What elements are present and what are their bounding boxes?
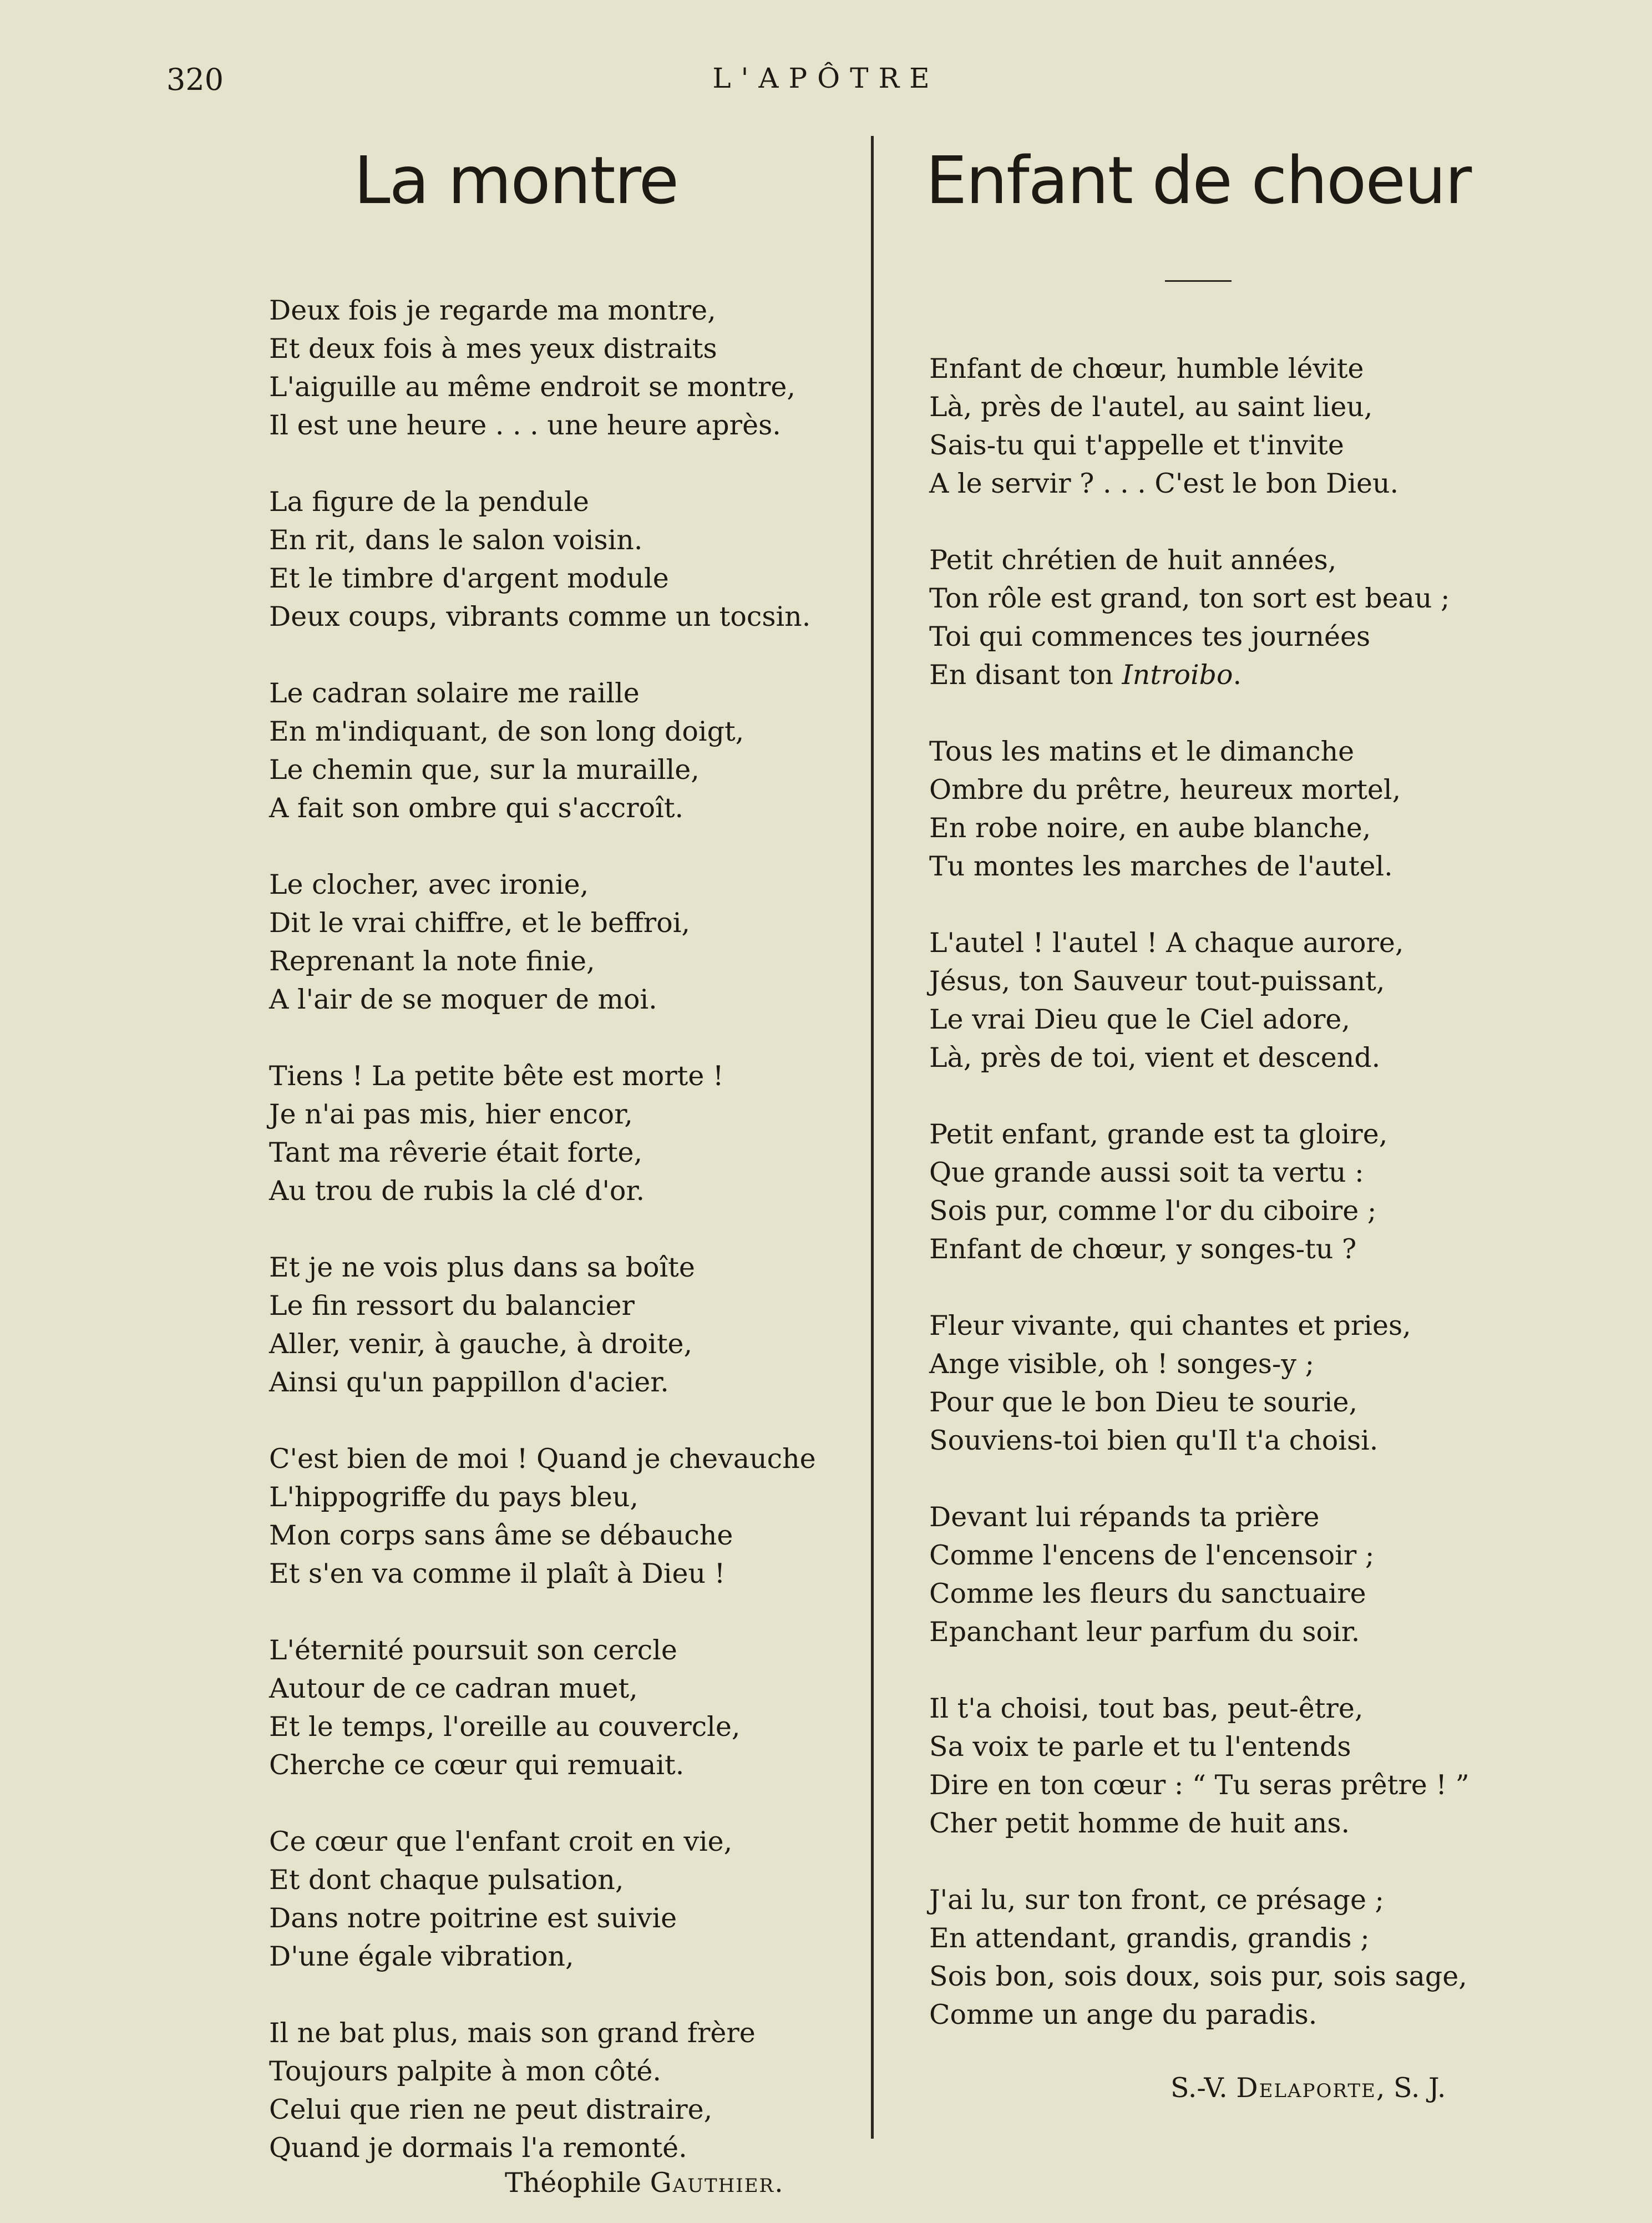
verse-line: Mon corps sans âme se débauche: [269, 1520, 733, 1551]
verse-line: Au trou de rubis la clé d'or.: [269, 1175, 645, 1207]
verse-line: En rit, dans le salon voisin.: [269, 524, 643, 556]
verse-line: L'éternité poursuit son cercle: [269, 1634, 677, 1666]
stanza: [269, 865, 865, 1019]
verse-line: Il t'a choisi, tout bas, peut-être,: [929, 1693, 1364, 1724]
verse-line: Le chemin que, sur la muraille,: [269, 754, 700, 786]
verse-line: Et le timbre d'argent module: [269, 563, 669, 594]
verse-line: Toujours palpite à mon côté.: [269, 2055, 661, 2087]
verse-line: Je n'ai pas mis, hier encor,: [269, 1098, 633, 1130]
signature-last-name: Delaporte: [1236, 2072, 1376, 2104]
poem-title-right: Enfant de choeur: [925, 142, 1471, 219]
signature-suffix: , S. J.: [1376, 2072, 1446, 2104]
verse-line: A fait son ombre qui s'accroît.: [269, 792, 684, 824]
stanza: [929, 1498, 1503, 1651]
verse-line: Là, près de l'autel, au saint lieu,: [929, 391, 1373, 423]
verse-line: Dit le vrai chiffre, et le beffroi,: [269, 907, 690, 939]
stanza: [269, 1440, 865, 1593]
verse-line: Dans notre poitrine est suivie: [269, 1902, 677, 1934]
verse-line: La figure de la pendule: [269, 486, 589, 518]
verse-line: A l'air de se moquer de moi.: [269, 984, 657, 1015]
stanza: [269, 1822, 865, 1976]
verse-line: Cherche ce cœur qui remuait.: [269, 1749, 685, 1781]
verse-line: Sa voix te parle et tu l'entends: [929, 1731, 1351, 1763]
verse-line: Il ne bat plus, mais son grand frère: [269, 2017, 756, 2049]
verse-line: Que grande aussi soit ta vertu :: [929, 1157, 1364, 1188]
verse-line: En m'indiquant, de son long doigt,: [269, 716, 744, 747]
verse-line: L'hippogriffe du pays bleu,: [269, 1481, 638, 1513]
stanza: [269, 674, 865, 827]
verse-line: Tiens ! La petite bête est morte !: [269, 1060, 724, 1092]
verse-line: Petit chrétien de huit années,: [929, 544, 1337, 576]
verse-line: Sois pur, comme l'or du ciboire ;: [929, 1195, 1377, 1227]
verse-line: Petit enfant, grande est ta gloire,: [929, 1118, 1388, 1150]
left-column: [166, 133, 865, 2199]
verse-line: D'une égale vibration,: [269, 1941, 574, 1972]
right-poem-stanzas: [893, 350, 1503, 2034]
verse-line: Jésus, ton Sauveur tout-puissant,: [929, 965, 1385, 997]
verse-line: Comme l'encens de l'encensoir ;: [929, 1540, 1375, 1571]
verse-line: Et je ne vois plus dans sa boîte: [269, 1252, 695, 1283]
verse-line: Tant ma rêverie était forte,: [269, 1137, 643, 1168]
verse-line: Ton rôle est grand, ton sort est beau ;: [929, 583, 1450, 614]
verse-line: Comme les fleurs du sanctuaire: [929, 1578, 1366, 1609]
verse-line: Sois bon, sois doux, sois pur, sois sage,: [929, 1961, 1467, 1992]
verse-line: Le cadran solaire me raille: [269, 677, 640, 709]
stanza: [929, 350, 1503, 503]
verse-line: Et le temps, l'oreille au couvercle,: [269, 1711, 741, 1743]
verse-line: Quand je dormais l'a remonté.: [269, 2132, 687, 2164]
poem-title-left: La montre: [353, 142, 678, 219]
verse-line: Enfant de chœur, humble lévite: [929, 353, 1364, 384]
italic-word: Introibo: [1122, 659, 1233, 691]
verse-line: Le fin ressort du balancier: [269, 1290, 635, 1321]
left-poem-stanzas: [166, 291, 865, 2167]
verse-line: Et s'en va comme il plaît à Dieu !: [269, 1558, 726, 1589]
verse-line: Tu montes les marches de l'autel.: [929, 850, 1393, 882]
verse-line: Deux coups, vibrants comme un tocsin.: [269, 601, 811, 632]
title-rule: [1165, 280, 1232, 282]
stanza: [929, 1689, 1503, 1842]
verse-line: Ange visible, oh ! songes-y ;: [929, 1348, 1315, 1380]
verse-line: En robe noire, en aube blanche,: [929, 812, 1371, 844]
verse-line: Devant lui répands ta prière: [929, 1501, 1320, 1533]
page-number: 320: [166, 62, 224, 97]
stanza: [929, 1307, 1503, 1460]
verse-line: L'aiguille au même endroit se montre,: [269, 371, 795, 403]
verse-line: L'autel ! l'autel ! A chaque aurore,: [929, 927, 1404, 959]
verse-line: Dire en ton cœur : “ Tu seras prêtre ! ”: [929, 1769, 1469, 1801]
verse-line: En disant ton Introibo.: [929, 659, 1242, 691]
verse-line: A le servir ? . . . C'est le bon Dieu.: [929, 468, 1399, 499]
stanza: [929, 732, 1503, 885]
verse-line: Souviens-toi bien qu'Il t'a choisi.: [929, 1425, 1379, 1456]
verse-line: Et deux fois à mes yeux distraits: [269, 333, 717, 364]
stanza: [929, 924, 1503, 1077]
signature-first-name: Théophile: [505, 2167, 650, 2199]
verse-line: Sais-tu qui t'appelle et t'invite: [929, 429, 1344, 461]
verse-line: Epanchant leur parfum du soir.: [929, 1616, 1360, 1648]
verse-line: Toi qui commences tes journées: [929, 621, 1371, 652]
verse-line: Enfant de chœur, y songes-tu ?: [929, 1233, 1357, 1265]
verse-line: Le vrai Dieu que le Ciel adore,: [929, 1004, 1350, 1035]
signature-first-name: S.-V.: [1170, 2072, 1237, 2104]
column-divider: [871, 136, 874, 2139]
verse-line: Deux fois je regarde ma montre,: [269, 295, 716, 326]
stanza: [269, 1057, 865, 1210]
verse-line: Et dont chaque pulsation,: [269, 1864, 624, 1896]
verse-line: Pour que le bon Dieu te sourie,: [929, 1386, 1358, 1418]
verse-line: Reprenant la note finie,: [269, 945, 595, 977]
left-poem-signature: [166, 2167, 865, 2199]
verse-line: Le clocher, avec ironie,: [269, 869, 589, 900]
verse-line: Cher petit homme de huit ans.: [929, 1807, 1350, 1839]
verse-line: En attendant, grandis, grandis ;: [929, 1922, 1370, 1954]
verse-line: Tous les matins et le dimanche: [929, 736, 1355, 767]
stanza: [269, 1248, 865, 1401]
verse-line: Ainsi qu'un pappillon d'acier.: [269, 1366, 669, 1398]
running-head: L'APÔTRE: [712, 62, 940, 94]
signature-last-name: Gauthier.: [650, 2167, 784, 2199]
right-poem-signature: [893, 2072, 1503, 2104]
stanza: [269, 483, 865, 636]
stanza: [929, 1881, 1503, 2034]
verse-line: Ombre du prêtre, heureux mortel,: [929, 774, 1401, 806]
verse-line: C'est bien de moi ! Quand je chevauche: [269, 1443, 816, 1475]
verse-line: J'ai lu, sur ton front, ce présage ;: [929, 1884, 1385, 1916]
stanza: [269, 291, 865, 444]
right-column: [893, 133, 1503, 2104]
stanza: [269, 1631, 865, 1784]
verse-line: Là, près de toi, vient et descend.: [929, 1042, 1381, 1073]
stanza: [929, 1115, 1503, 1268]
verse-line: Ce cœur que l'enfant croit en vie,: [269, 1826, 733, 1857]
stanza: [929, 541, 1503, 694]
verse-line: Celui que rien ne peut distraire,: [269, 2094, 713, 2125]
verse-line: Comme un ange du paradis.: [929, 1999, 1317, 2030]
verse-line: Aller, venir, à gauche, à droite,: [269, 1328, 693, 1360]
verse-line: Il est une heure . . . une heure après.: [269, 409, 781, 441]
stanza: [269, 2014, 865, 2167]
verse-line: Fleur vivante, qui chantes et pries,: [929, 1310, 1411, 1341]
verse-line: Autour de ce cadran muet,: [269, 1673, 638, 1704]
